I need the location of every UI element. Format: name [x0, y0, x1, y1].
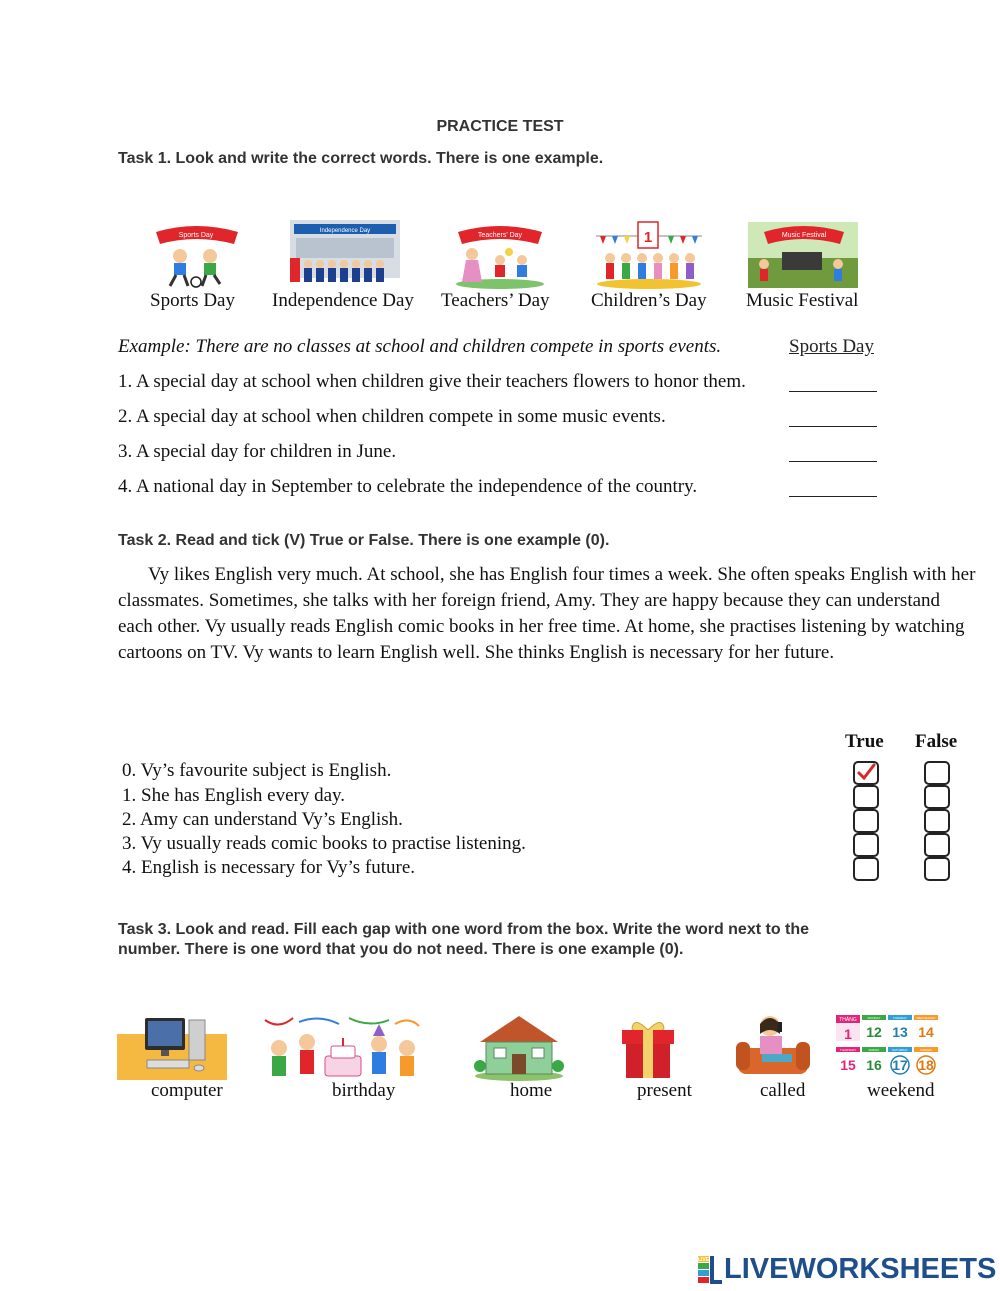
- statement-3: 3. Vy usually reads comic books to practise listening.: [122, 833, 526, 854]
- calendar-day-16: 16: [866, 1057, 882, 1073]
- home-picture: [474, 1012, 564, 1082]
- statement-0: 0. Vy’s favourite subject is English.: [122, 760, 392, 781]
- statement-4: 4. English is necessary for Vy’s future.: [122, 857, 416, 878]
- weekend-calendar-picture: [836, 1015, 938, 1075]
- music-festival-picture: [748, 218, 858, 290]
- false-checkbox-4[interactable]: [924, 857, 950, 881]
- task1-example: Example: There are no classes at school and children compete in sports events.: [118, 336, 722, 357]
- true-checkbox-1[interactable]: [853, 785, 879, 809]
- checkmark-icon: [859, 765, 874, 778]
- calendar-day-1: 1: [844, 1026, 852, 1042]
- false-column-header: False: [915, 731, 958, 752]
- logo-text: LIVEWORKSHEETS: [724, 1252, 997, 1285]
- music-festival-banner-text: Music Festival: [781, 232, 827, 239]
- task1-answer-blank-2[interactable]: [789, 404, 877, 427]
- sports-day-picture: [150, 218, 242, 290]
- independence-day-picture: [290, 218, 400, 290]
- caption-music-festival: Music Festival: [746, 290, 859, 311]
- task1-question-1: 1. A special day at school when children give their teachers flowers to honor them.: [118, 371, 746, 392]
- word-birthday: birthday: [332, 1080, 396, 1101]
- task1-question-4: 4. A national day in September to celebrate the independence of the country.: [118, 476, 698, 497]
- task1-question-2: 2. A special day at school when children compete in some music events.: [118, 406, 666, 427]
- called-picture: [736, 1012, 810, 1082]
- statement-2: 2. Amy can understand Vy’s English.: [122, 809, 403, 830]
- false-checkbox-1[interactable]: [924, 785, 950, 809]
- task1-answer-blank-3[interactable]: [789, 439, 877, 462]
- liveworksheets-logo[interactable]: [698, 1252, 996, 1286]
- true-checkbox-2[interactable]: [853, 809, 879, 833]
- word-computer: computer: [151, 1080, 223, 1101]
- false-checkbox-3[interactable]: [924, 833, 950, 857]
- caption-teachers-day: Teachers’ Day: [441, 290, 550, 311]
- word-weekend: weekend: [867, 1080, 935, 1101]
- independence-day-banner-text: Independence Day: [319, 228, 371, 234]
- calendar-day-15: 15: [840, 1057, 856, 1073]
- true-checkbox-3[interactable]: [853, 833, 879, 857]
- calendar-weekday-wednesday: WEDNESDAY: [916, 1016, 936, 1020]
- teachers-day-picture: [452, 218, 548, 290]
- true-column-header: True: [845, 731, 884, 752]
- word-called: called: [760, 1080, 806, 1101]
- task1-answer-blank-4[interactable]: [789, 474, 877, 497]
- calendar-weekday-saturday: SATURDAY: [892, 1048, 908, 1052]
- calendar-day-12: 12: [866, 1024, 882, 1040]
- page-title: PRACTICE TEST: [436, 118, 564, 135]
- present-picture: [618, 1012, 678, 1082]
- task1-example-answer: Sports Day: [789, 336, 874, 357]
- word-home: home: [510, 1080, 553, 1101]
- calendar-day-13: 13: [892, 1024, 908, 1040]
- true-checkbox-0[interactable]: [853, 761, 879, 785]
- word-present: present: [637, 1080, 692, 1101]
- calendar-day-18: 18: [918, 1057, 934, 1073]
- teachers-day-banner-text: Teachers' Day: [477, 232, 523, 239]
- task3-heading-line2: number. There is one word that you do not need. There is one example (0).: [118, 941, 684, 958]
- calendar-weekday-thursday: THURSDAY: [839, 1048, 857, 1052]
- sports-day-banner-text: Sports Day: [178, 232, 214, 239]
- logo-side-text: LIVE: [698, 1257, 710, 1263]
- task1-heading: Task 1. Look and write the correct words. There is one example.: [118, 150, 604, 167]
- calendar-day-17: 17: [892, 1057, 908, 1073]
- calendar-month-label: THÁNG: [839, 1017, 857, 1023]
- statement-1: 1. She has English every day.: [122, 785, 346, 806]
- calendar-weekday-sunday: SUNDAY: [919, 1048, 933, 1052]
- childrens-day-picture: [594, 218, 704, 290]
- childrens-day-banner-text: 1: [643, 229, 653, 246]
- true-checkbox-4[interactable]: [853, 857, 879, 881]
- false-checkbox-0[interactable]: [924, 761, 950, 785]
- caption-sports-day: Sports Day: [150, 290, 235, 311]
- task1-question-3: 3. A special day for children in June.: [118, 441, 397, 462]
- calendar-weekday-friday: FRIDAY: [868, 1048, 880, 1052]
- birthday-picture: [259, 1012, 423, 1082]
- computer-picture: [117, 1012, 227, 1082]
- caption-childrens-day: Children’s Day: [591, 290, 707, 311]
- task2-passage: Vy likes English very much. At school, she has English four times a week. She often speaks English with her classmates. Sometimes, she talks with her foreign friend, Amy. They are happy because they can understand each other. Vy usually reads English comic books in her free time. At home, she practises listening by watching cartoons on TV. Vy wants to learn English well. She thinks English is necessary for her future.: [118, 564, 976, 663]
- task2-heading: Task 2. Read and tick (V) True or False. There is one example (0).: [118, 532, 610, 549]
- task1-answer-blank-1[interactable]: [789, 369, 877, 392]
- calendar-weekday-tuesday: TUESDAY: [893, 1016, 907, 1020]
- false-checkbox-2[interactable]: [924, 809, 950, 833]
- calendar-day-14: 14: [918, 1024, 934, 1040]
- task3-heading-line1: Task 3. Look and read. Fill each gap with one word from the box. Write the word next to the: [118, 921, 810, 938]
- caption-independence-day: Independence Day: [272, 290, 414, 311]
- calendar-weekday-monday: MONDAY: [867, 1016, 881, 1020]
